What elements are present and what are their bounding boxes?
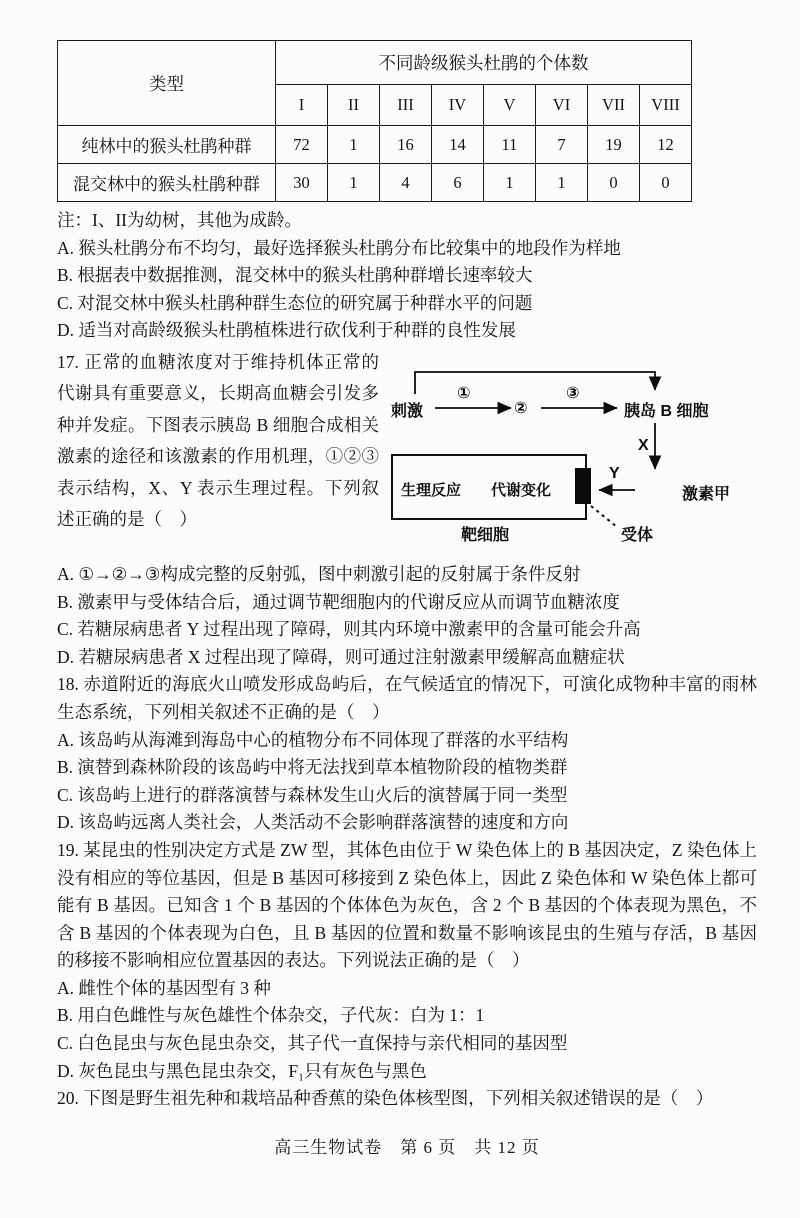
value-cell: 0 <box>640 164 692 202</box>
option-c: C. 该岛屿上进行的群落演替与森林发生山火后的演替属于同一类型 <box>57 784 568 805</box>
value-cell: 1 <box>484 164 536 202</box>
option-b: B. 根据表中数据推测，混交林中的猴头杜鹃种群增长速率较大 <box>57 265 533 286</box>
page-content <box>57 40 757 1158</box>
q19-stem: 19. 某昆虫的性别决定方式是 ZW 型，其体色由位于 W 染色体上的 B 基因决定，Z 染色体上没有相应的等位基因，但是 B 基因可移接到 Z 染色体上，因此 Z 染色体和 W 染色体上都可能有 B 基因。已知含 1 个 B 基因的个体体色为灰色，含 2 个 B 基因的个体表现为黑色，不含 B 基因的个体表现为白色，且 B 基因的位置和数量不影响该昆虫的生殖与存活，B 基因的移接不影响相应位置基因的表达。下列说法正确的是（ ） <box>57 839 757 971</box>
page-footer: 高三生物试卷 第 6 页 共 12 页 <box>274 1137 540 1157</box>
question-20 <box>57 1085 757 1113</box>
option-d: D. 若糖尿病患者 X 过程出现了障碍，则可通过注射激素甲缓解高血糖症状 <box>57 646 625 667</box>
option-b: B. 演替到森林阶段的该岛屿中将无法找到草本植物阶段的植物类群 <box>57 757 568 778</box>
option-d: D. 该岛屿远离人类社会，人类活动不会影响群落演替的速度和方向 <box>57 812 569 833</box>
value-cell: 6 <box>432 164 484 202</box>
value-cell: 0 <box>588 164 640 202</box>
value-cell: 14 <box>432 126 484 164</box>
value-cell: 4 <box>380 164 432 202</box>
q17-diagram <box>387 357 757 553</box>
type-header-cell: 类型 <box>58 41 276 126</box>
q17-options <box>57 561 757 671</box>
hormone-a-label: 激素甲 <box>682 485 731 503</box>
table-row <box>58 126 692 164</box>
q16-options <box>57 235 757 345</box>
value-cell: 19 <box>588 126 640 164</box>
value-cell: 12 <box>640 126 692 164</box>
value-cell: 16 <box>380 126 432 164</box>
question-19 <box>57 837 757 1085</box>
age-class-cell: II <box>328 85 380 126</box>
metabolic-change-label: 代谢变化 <box>491 481 552 499</box>
option-a: A. 雌性个体的基因型有 3 种 <box>57 977 271 998</box>
group-header-cell: 不同龄级猴头杜鹃的个体数 <box>276 41 692 85</box>
option-a: A. ①→②→③构成完整的反射弧，图中刺激引起的反射属于条件反射 <box>57 563 581 584</box>
option-d: D. 适当对高龄级猴头杜鹃植株进行砍伐利于种群的良性发展 <box>57 320 516 341</box>
age-class-cell: VII <box>588 85 640 126</box>
option-c: C. 若糖尿病患者 Y 过程出现了障碍，则其内环境中激素甲的含量可能会升高 <box>57 619 641 640</box>
question-17 <box>57 347 757 553</box>
value-cell: 30 <box>276 164 328 202</box>
value-cell: 11 <box>484 126 536 164</box>
q17-stem: 17. 正常的血糖浓度对于维持机体正常的代谢具有重要意义，长期高血糖会引发多种并发症。下图表示胰岛 B 细胞合成相关激素的途径和该激素的作用机理，①②③表示结构，X、Y 表示生理过程。下列叙述正确的是（ ） <box>57 351 379 529</box>
age-structure-table <box>57 40 692 202</box>
option-b: B. 用白色雌性与灰色雄性个体杂交，子代灰：白为 1：1 <box>57 1005 485 1026</box>
option-a: A. 猴头杜鹃分布不均匀，最好选择猴头杜鹃分布比较集中的地段作为样地 <box>57 237 621 258</box>
islet-b-cell-label: 胰岛 B 细胞 <box>624 402 709 420</box>
q18-stem: 18. 赤道附近的海底火山喷发形成岛屿后，在气候适宜的情况下，可演化成物种丰富的雨林生态系统，下列相关叙述不正确的是（ ） <box>57 674 757 722</box>
row-label-cell: 纯林中的猴头杜鹃种群 <box>58 126 276 164</box>
table-header-row <box>58 41 692 85</box>
receptor-rect <box>575 468 591 504</box>
option-a: A. 该岛屿从海滩到海岛中心的植物分布不同体现了群落的水平结构 <box>57 729 569 750</box>
stimulus-label: 刺激 <box>391 402 424 420</box>
node2-label: ② <box>514 399 528 417</box>
value-cell: 72 <box>276 126 328 164</box>
option-c: C. 对混交林中猴头杜鹃种群生态位的研究属于种群水平的问题 <box>57 292 533 313</box>
option-c: C. 白色昆虫与灰色昆虫杂交，其子代一直保持与亲代相同的基因型 <box>57 1033 568 1054</box>
table-row <box>58 164 692 202</box>
value-cell: 1 <box>328 164 380 202</box>
option-d: D. 灰色昆虫与黑色昆虫杂交，F₁只有灰色与黑色 <box>57 1060 427 1081</box>
step3-label: ③ <box>566 384 580 402</box>
physiological-response-label: 生理反应 <box>401 481 462 499</box>
age-class-cell: VI <box>536 85 588 126</box>
receptor-label: 受体 <box>621 526 654 544</box>
process-y-label: Y <box>609 464 620 482</box>
row-label-cell: 混交林中的猴头杜鹃种群 <box>58 164 276 202</box>
value-cell: 1 <box>536 164 588 202</box>
q20-stem: 20. 下图是野生祖先种和栽培品种香蕉的染色体核型图，下列相关叙述错误的是（ ） <box>57 1088 714 1109</box>
table-note: 注：I、II为幼树，其他为成龄。 <box>57 210 302 230</box>
option-b: B. 激素甲与受体结合后，通过调节靶细胞内的代谢反应从而调节血糖浓度 <box>57 591 620 612</box>
process-x-label: X <box>638 436 649 454</box>
age-class-cell: V <box>484 85 536 126</box>
value-cell: 1 <box>328 126 380 164</box>
question-18 <box>57 671 757 837</box>
value-cell: 7 <box>536 126 588 164</box>
target-cell-label: 靶细胞 <box>461 526 510 544</box>
age-class-cell: III <box>380 85 432 126</box>
age-class-cell: VIII <box>640 85 692 126</box>
step1-label: ① <box>457 384 471 402</box>
age-class-cell: I <box>276 85 328 126</box>
age-class-cell: IV <box>432 85 484 126</box>
